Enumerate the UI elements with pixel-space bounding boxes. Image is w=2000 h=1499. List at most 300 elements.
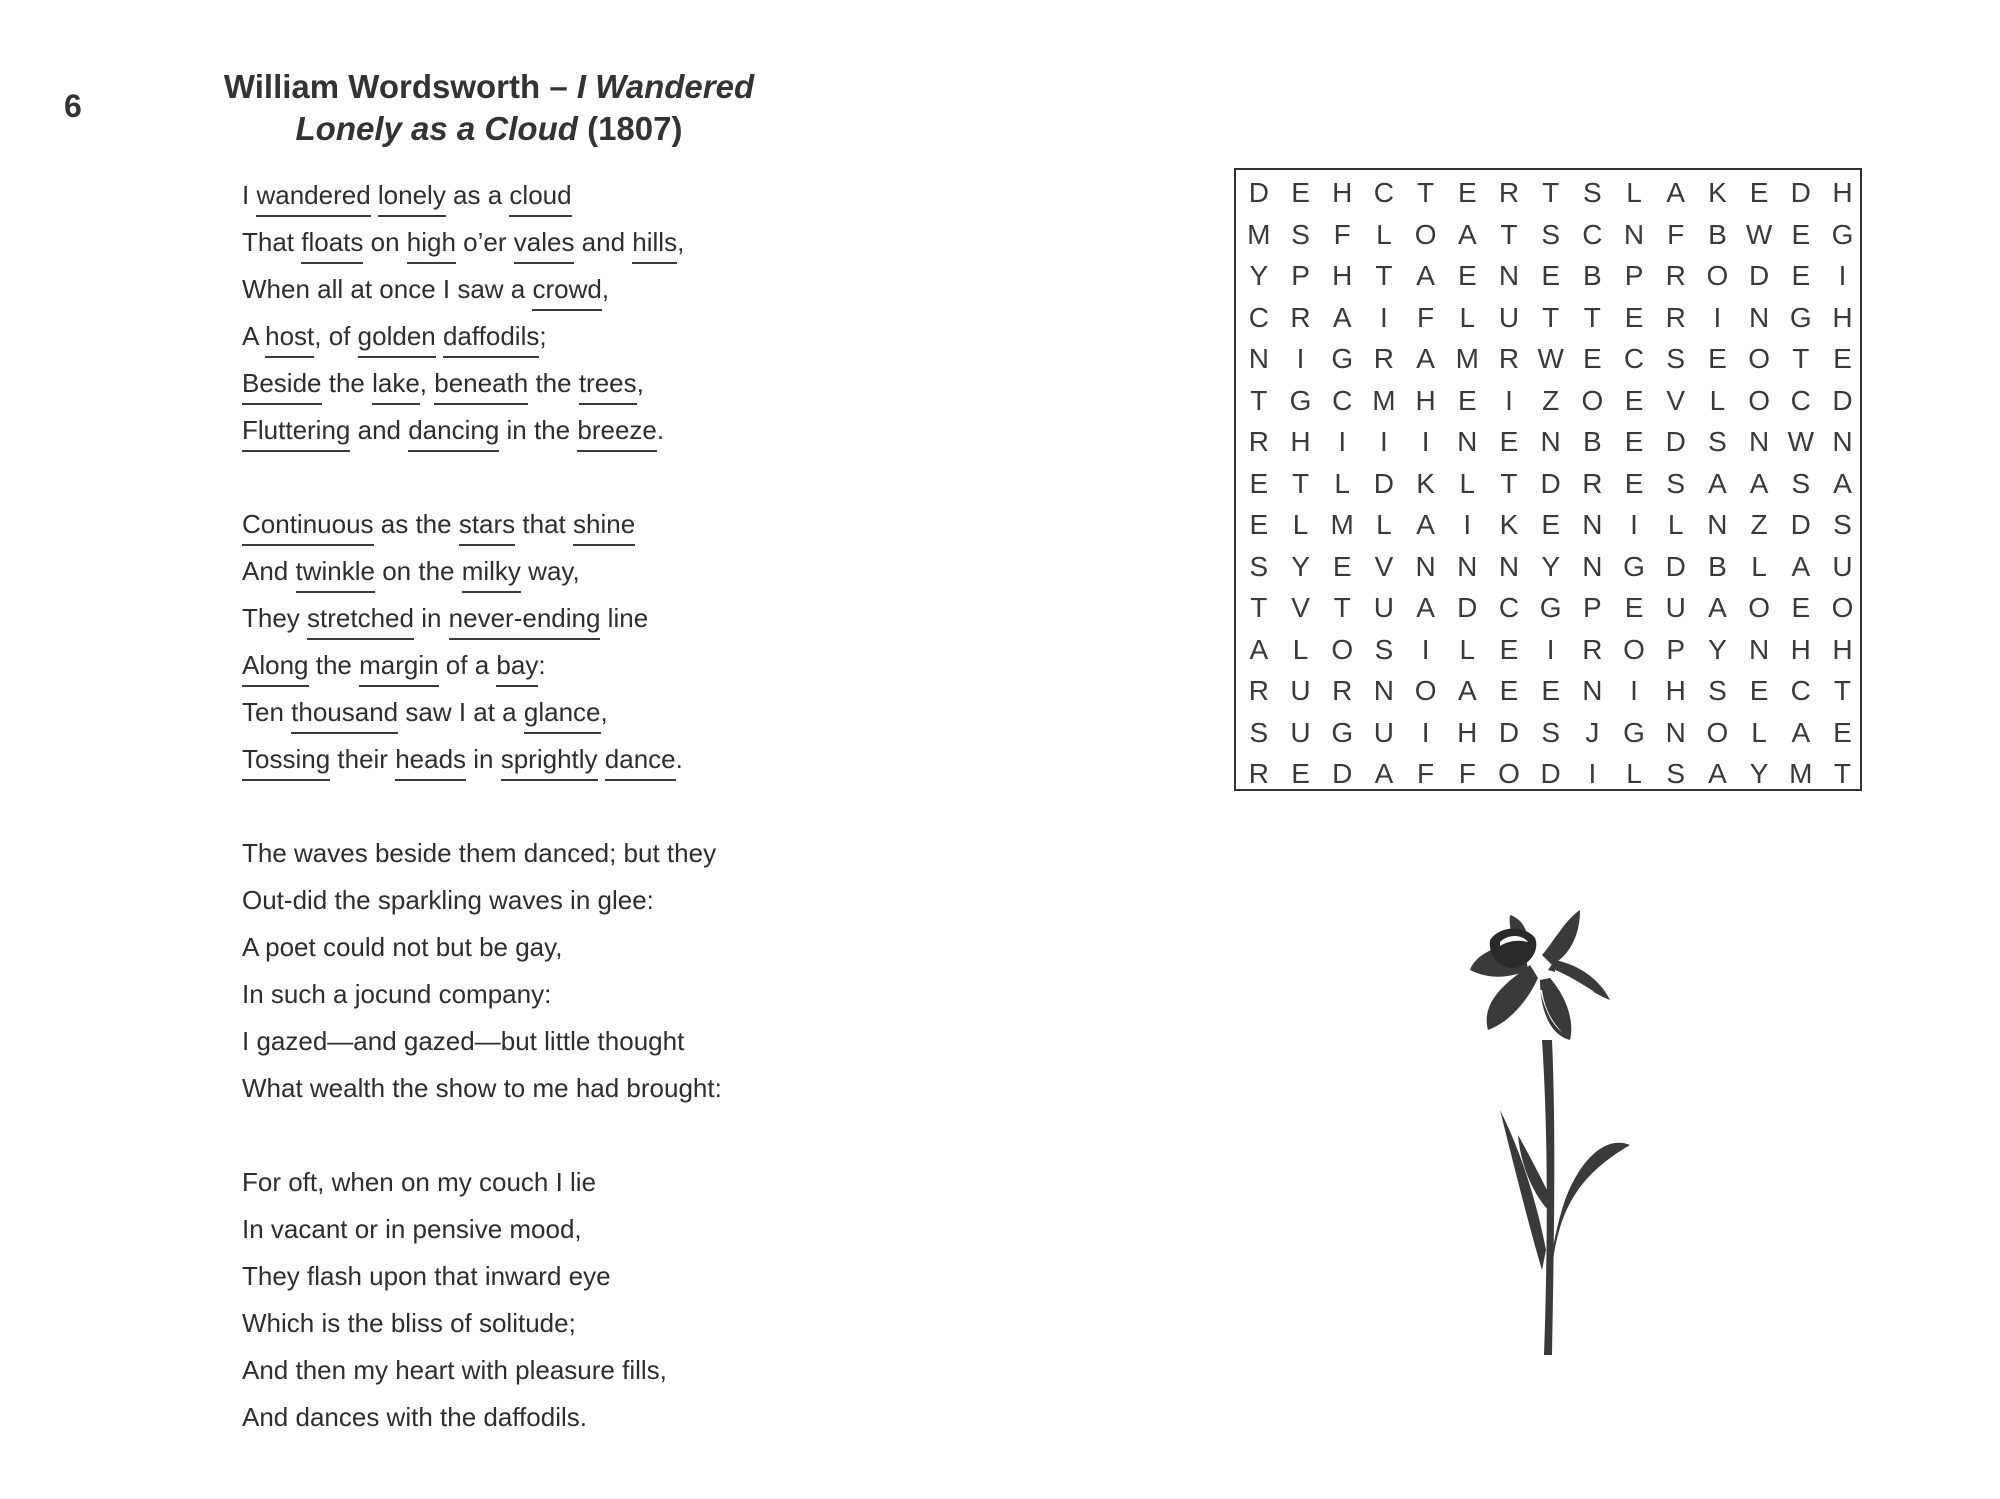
grid-cell[interactable]: N xyxy=(1457,426,1478,457)
grid-cell[interactable]: A xyxy=(1374,758,1394,789)
grid-cell[interactable]: T xyxy=(1333,592,1351,623)
grid-cell[interactable]: I xyxy=(1296,343,1305,374)
grid-cell[interactable]: E xyxy=(1833,716,1852,748)
poem-text: line xyxy=(600,603,649,633)
grid-cell[interactable]: V xyxy=(1666,384,1686,416)
grid-cell[interactable]: E xyxy=(1291,758,1310,789)
grid-cell[interactable]: M xyxy=(1455,343,1479,374)
underlined-word: margin xyxy=(359,650,438,687)
grid-cell[interactable]: O xyxy=(1748,592,1770,623)
grid-cell[interactable]: L xyxy=(1292,633,1309,665)
grid-cell[interactable]: O xyxy=(1331,633,1354,665)
poem-line xyxy=(242,595,862,642)
grid-cell[interactable]: H xyxy=(1832,177,1853,208)
grid-cell[interactable]: H xyxy=(1332,177,1353,208)
grid-cell[interactable]: R xyxy=(1373,343,1395,374)
grid-cell[interactable]: B xyxy=(1708,218,1727,250)
poem-text: as a xyxy=(445,180,510,210)
grid-cell[interactable]: D xyxy=(1540,758,1561,789)
poem-text: and xyxy=(574,227,633,257)
poem-line xyxy=(242,1159,862,1206)
grid-cell[interactable]: H xyxy=(1665,675,1686,706)
grid-cell[interactable]: I xyxy=(1630,509,1638,540)
grid-cell[interactable]: I xyxy=(1421,716,1430,748)
grid-cell[interactable]: P xyxy=(1291,260,1310,291)
grid-cell[interactable]: N xyxy=(1582,550,1603,582)
grid-cell[interactable]: T xyxy=(1291,467,1310,499)
poem-text: the xyxy=(528,368,579,398)
grid-cell[interactable]: N xyxy=(1373,675,1395,706)
grid-cell[interactable]: D xyxy=(1248,177,1269,208)
grid-cell[interactable]: T xyxy=(1792,343,1810,374)
poem-line xyxy=(242,548,862,595)
grid-cell[interactable]: R xyxy=(1582,467,1603,499)
grid-cell[interactable]: P xyxy=(1624,260,1644,291)
grid-cell[interactable]: E xyxy=(1791,260,1811,291)
grid-cell[interactable]: Y xyxy=(1749,758,1769,789)
grid-row xyxy=(1236,172,1864,214)
grid-cell[interactable]: I xyxy=(1380,301,1388,333)
poem-text: And dances with the daffodils. xyxy=(242,1402,587,1432)
poem-text: Which is the bliss of solitude; xyxy=(242,1308,576,1338)
grid-cell[interactable]: S xyxy=(1708,426,1727,457)
grid-cell[interactable]: N xyxy=(1415,550,1436,582)
poem-text: o’er xyxy=(455,227,514,257)
grid-cell[interactable]: I xyxy=(1463,509,1472,540)
grid-cell[interactable]: A xyxy=(1249,633,1269,665)
grid-cell[interactable]: R xyxy=(1665,301,1686,333)
grid-cell[interactable]: W xyxy=(1537,343,1564,374)
grid-cell[interactable]: S xyxy=(1583,177,1602,208)
grid-cell[interactable]: L xyxy=(1459,633,1476,665)
grid-cell[interactable]: E xyxy=(1249,467,1269,499)
grid-cell[interactable]: S xyxy=(1666,467,1686,499)
grid-cell[interactable]: A xyxy=(1708,592,1727,623)
poem-line xyxy=(242,1394,862,1441)
grid-cell[interactable]: S xyxy=(1249,716,1269,748)
grid-cell[interactable]: L xyxy=(1626,177,1642,208)
grid-cell[interactable]: I xyxy=(1421,633,1430,665)
page-number: 6 xyxy=(64,88,82,124)
grid-cell[interactable]: E xyxy=(1457,384,1477,416)
grid-cell[interactable]: T xyxy=(1833,758,1852,789)
grid-cell[interactable]: O xyxy=(1748,343,1770,374)
poem-line xyxy=(242,501,862,548)
poem-text: , xyxy=(636,368,644,398)
grid-cell[interactable]: A xyxy=(1791,550,1811,582)
grid-cell[interactable]: G xyxy=(1831,218,1854,250)
poem-text xyxy=(436,321,443,351)
grid-cell[interactable]: D xyxy=(1540,467,1561,499)
poem-text: their xyxy=(330,744,396,774)
poem-line xyxy=(242,313,862,360)
poem-line xyxy=(242,172,862,219)
word-search-grid xyxy=(1236,172,1864,795)
grid-cell[interactable]: D xyxy=(1373,467,1395,499)
grid-cell[interactable]: E xyxy=(1499,633,1519,665)
grid-cell[interactable]: S xyxy=(1791,467,1811,499)
grid-cell[interactable]: A xyxy=(1457,218,1477,250)
poem-text: That xyxy=(242,227,302,257)
grid-cell[interactable]: M xyxy=(1789,758,1813,789)
poem-line xyxy=(242,1065,862,1112)
grid-cell[interactable]: T xyxy=(1375,260,1393,291)
grid-cell[interactable]: O xyxy=(1623,633,1645,665)
underlined-word: Tossing xyxy=(242,744,330,781)
grid-cell[interactable]: W xyxy=(1787,426,1814,457)
grid-cell[interactable]: H xyxy=(1832,301,1853,333)
grid-cell[interactable]: L xyxy=(1626,758,1642,789)
grid-cell[interactable]: I xyxy=(1421,426,1430,457)
underlined-word: bay xyxy=(496,650,538,687)
grid-cell[interactable]: A xyxy=(1708,467,1727,499)
grid-cell[interactable]: H xyxy=(1457,716,1478,748)
grid-cell[interactable]: E xyxy=(1624,384,1644,416)
grid-cell[interactable]: D xyxy=(1332,758,1353,789)
poem-text: of a xyxy=(438,650,497,680)
grid-row xyxy=(1236,463,1864,505)
grid-cell[interactable]: S xyxy=(1666,758,1686,789)
poem-line xyxy=(242,830,862,877)
grid-cell[interactable]: E xyxy=(1457,260,1477,291)
poem-text: What wealth the show to me had brought: xyxy=(242,1073,722,1103)
grid-cell[interactable]: E xyxy=(1624,467,1644,499)
grid-cell[interactable]: E xyxy=(1624,426,1644,457)
grid-cell[interactable]: B xyxy=(1708,550,1727,582)
grid-cell[interactable]: L xyxy=(1376,509,1392,540)
grid-cell[interactable]: E xyxy=(1749,675,1769,706)
grid-cell[interactable]: A xyxy=(1416,343,1435,374)
grid-cell[interactable]: E xyxy=(1791,592,1811,623)
grid-cell[interactable]: I xyxy=(1630,675,1638,706)
grid-cell[interactable]: G xyxy=(1331,716,1354,748)
poem-text: saw I at a xyxy=(398,697,524,727)
grid-cell[interactable]: U xyxy=(1498,301,1520,333)
grid-cell[interactable]: T xyxy=(1500,467,1518,499)
grid-cell[interactable]: E xyxy=(1624,301,1644,333)
grid-cell[interactable]: T xyxy=(1542,301,1560,333)
poem-line xyxy=(242,360,862,407)
grid-cell[interactable]: V xyxy=(1374,550,1394,582)
underlined-word: Along xyxy=(242,650,309,687)
grid-cell[interactable]: O xyxy=(1831,592,1854,623)
poem-title xyxy=(194,66,784,150)
grid-cell[interactable]: T xyxy=(1583,301,1601,333)
grid-cell[interactable]: E xyxy=(1541,260,1560,291)
grid-cell[interactable]: E xyxy=(1541,509,1560,540)
grid-cell[interactable]: L xyxy=(1334,467,1350,499)
poem-line xyxy=(242,924,862,971)
grid-cell[interactable]: D xyxy=(1790,177,1811,208)
grid-row xyxy=(1236,214,1864,256)
stanza xyxy=(242,501,862,783)
poem-text: and xyxy=(350,415,409,445)
poem-text: I xyxy=(242,180,257,210)
poem-text: I gazed—and gazed—but little thought xyxy=(242,1026,685,1056)
grid-cell[interactable]: Y xyxy=(1249,260,1269,291)
grid-cell[interactable]: H xyxy=(1415,384,1436,416)
grid-cell[interactable]: C xyxy=(1582,218,1603,250)
grid-cell[interactable]: E xyxy=(1499,426,1519,457)
grid-cell[interactable]: A xyxy=(1791,716,1811,748)
grid-cell[interactable]: A xyxy=(1708,758,1727,789)
grid-cell[interactable]: T xyxy=(1417,177,1435,208)
grid-cell[interactable]: L xyxy=(1709,384,1726,416)
grid-cell[interactable]: A xyxy=(1416,509,1435,540)
grid-cell[interactable]: O xyxy=(1706,716,1729,748)
grid-cell[interactable]: C xyxy=(1332,384,1353,416)
grid-cell[interactable]: F xyxy=(1458,758,1476,789)
underlined-word: never-ending xyxy=(449,603,601,640)
grid-cell[interactable]: E xyxy=(1708,343,1727,374)
grid-cell[interactable]: C xyxy=(1373,177,1395,208)
grid-cell[interactable]: C xyxy=(1790,675,1811,706)
grid-cell[interactable]: E xyxy=(1291,177,1310,208)
grid-cell[interactable]: I xyxy=(1505,384,1513,416)
grid-cell[interactable]: Y xyxy=(1708,633,1727,665)
grid-cell[interactable]: E xyxy=(1583,343,1602,374)
grid-cell[interactable]: Z xyxy=(1542,384,1560,416)
grid-cell[interactable]: R xyxy=(1665,260,1686,291)
grid-cell[interactable]: E xyxy=(1457,177,1477,208)
grid-cell[interactable]: T xyxy=(1250,384,1268,416)
grid-cell[interactable]: L xyxy=(1459,467,1476,499)
underlined-word: lonely xyxy=(378,180,446,217)
grid-cell[interactable]: L xyxy=(1667,509,1684,540)
grid-cell[interactable]: H xyxy=(1332,260,1353,291)
grid-cell[interactable]: U xyxy=(1290,716,1311,748)
grid-cell[interactable]: O xyxy=(1414,675,1437,706)
grid-cell[interactable]: C xyxy=(1623,343,1645,374)
grid-cell[interactable]: N xyxy=(1748,301,1770,333)
grid-cell[interactable]: L xyxy=(1751,550,1767,582)
grid-cell[interactable]: N xyxy=(1582,675,1603,706)
underlined-word: hills xyxy=(632,227,677,264)
grid-cell[interactable]: A xyxy=(1416,592,1435,623)
grid-cell[interactable]: N xyxy=(1457,550,1478,582)
underlined-word: twinkle xyxy=(296,556,375,593)
grid-cell[interactable]: H xyxy=(1790,633,1811,665)
poem-line xyxy=(242,1347,862,1394)
poem-line xyxy=(242,689,862,736)
grid-cell[interactable]: O xyxy=(1748,384,1770,416)
grid-row xyxy=(1236,504,1864,546)
poem-text: For oft, when on my couch I lie xyxy=(242,1167,597,1197)
grid-cell[interactable]: N xyxy=(1498,550,1520,582)
grid-cell[interactable]: G xyxy=(1289,384,1312,416)
underlined-word: shine xyxy=(573,509,635,546)
grid-cell[interactable]: G xyxy=(1539,592,1562,623)
grid-cell[interactable]: U xyxy=(1373,716,1395,748)
grid-cell[interactable]: I xyxy=(1588,758,1597,789)
underlined-word: wandered xyxy=(256,180,370,217)
grid-cell[interactable]: S xyxy=(1708,675,1727,706)
grid-cell[interactable]: N xyxy=(1540,426,1561,457)
grid-cell[interactable]: M xyxy=(1372,384,1396,416)
underlined-word: glance xyxy=(524,697,601,734)
grid-cell[interactable]: G xyxy=(1623,716,1645,748)
grid-cell[interactable]: E xyxy=(1332,550,1352,582)
grid-cell[interactable]: F xyxy=(1417,301,1435,333)
grid-cell[interactable]: I xyxy=(1713,301,1722,333)
grid-cell[interactable]: W xyxy=(1745,218,1773,250)
grid-cell[interactable]: A xyxy=(1749,467,1769,499)
poem-line xyxy=(242,877,862,924)
grid-cell[interactable]: D xyxy=(1665,550,1686,582)
grid-cell[interactable]: A xyxy=(1833,467,1852,499)
poem-text: , xyxy=(419,368,435,398)
grid-cell[interactable]: D xyxy=(1832,384,1853,416)
grid-cell[interactable]: S xyxy=(1249,550,1269,582)
grid-cell[interactable]: T xyxy=(1250,592,1268,623)
grid-cell[interactable]: R xyxy=(1498,343,1520,374)
grid-cell[interactable]: E xyxy=(1833,343,1852,374)
poem-text: in the xyxy=(499,415,578,445)
grid-cell[interactable]: L xyxy=(1376,218,1392,250)
grid-cell[interactable]: S xyxy=(1374,633,1394,665)
grid-cell[interactable]: D xyxy=(1498,716,1520,748)
grid-cell[interactable]: S xyxy=(1666,343,1686,374)
grid-cell[interactable]: O xyxy=(1581,384,1604,416)
grid-row xyxy=(1236,546,1864,588)
grid-cell[interactable]: S xyxy=(1541,716,1560,748)
grid-cell[interactable]: E xyxy=(1541,675,1560,706)
grid-cell[interactable]: L xyxy=(1292,509,1309,540)
grid-cell[interactable]: D xyxy=(1790,509,1811,540)
grid-cell[interactable]: N xyxy=(1665,716,1686,748)
stanza xyxy=(242,172,862,454)
grid-cell[interactable]: A xyxy=(1416,260,1435,291)
grid-cell[interactable]: Z xyxy=(1750,509,1768,540)
grid-cell[interactable]: D xyxy=(1748,260,1770,291)
poem-text xyxy=(598,744,605,774)
grid-row xyxy=(1236,338,1864,380)
grid-cell[interactable]: F xyxy=(1667,218,1685,250)
grid-cell[interactable]: L xyxy=(1751,716,1767,748)
poem-text: Out-did the sparkling waves in glee: xyxy=(242,885,654,915)
grid-cell[interactable]: I xyxy=(1546,633,1555,665)
grid-cell[interactable]: U xyxy=(1832,550,1853,582)
grid-cell[interactable]: U xyxy=(1290,675,1311,706)
grid-cell[interactable]: N xyxy=(1623,218,1645,250)
grid-cell[interactable]: A xyxy=(1332,301,1352,333)
grid-cell[interactable]: M xyxy=(1330,509,1354,540)
grid-cell[interactable]: O xyxy=(1414,218,1437,250)
grid-cell[interactable]: N xyxy=(1248,343,1269,374)
grid-cell[interactable]: C xyxy=(1498,592,1520,623)
grid-cell[interactable]: K xyxy=(1416,467,1435,499)
poem-text: the xyxy=(321,368,373,398)
grid-cell[interactable]: P xyxy=(1583,592,1602,623)
grid-cell[interactable]: D xyxy=(1665,426,1686,457)
grid-cell[interactable]: R xyxy=(1332,675,1353,706)
grid-cell[interactable]: P xyxy=(1666,633,1686,665)
grid-cell[interactable]: N xyxy=(1748,426,1770,457)
underlined-word: cloud xyxy=(509,180,571,217)
daffodil-icon xyxy=(1430,910,1680,1360)
grid-cell[interactable]: A xyxy=(1666,177,1686,208)
grid-cell[interactable]: J xyxy=(1585,716,1600,748)
poem-text: way, xyxy=(520,556,580,586)
grid-cell[interactable]: E xyxy=(1791,218,1811,250)
grid-cell[interactable]: N xyxy=(1498,260,1520,291)
underlined-word: daffodils xyxy=(443,321,539,358)
grid-cell[interactable]: R xyxy=(1498,177,1520,208)
poem-line xyxy=(242,219,862,266)
grid-cell[interactable]: G xyxy=(1331,343,1354,374)
grid-cell[interactable]: S xyxy=(1541,218,1560,250)
poem-text: And xyxy=(242,556,296,586)
poem-text: : xyxy=(538,650,546,680)
poem-line xyxy=(242,736,862,783)
poem-text: When all at once I saw a xyxy=(242,274,533,304)
grid-cell[interactable]: I xyxy=(1338,426,1347,457)
grid-cell[interactable]: E xyxy=(1499,675,1519,706)
grid-cell[interactable]: R xyxy=(1248,675,1269,706)
grid-cell[interactable]: O xyxy=(1498,758,1520,789)
grid-cell[interactable]: M xyxy=(1247,218,1271,250)
grid-cell[interactable]: G xyxy=(1789,301,1812,333)
grid-cell[interactable]: G xyxy=(1623,550,1645,582)
underlined-word: stars xyxy=(459,509,515,546)
grid-cell[interactable]: K xyxy=(1499,509,1519,540)
grid-cell[interactable]: N xyxy=(1582,509,1603,540)
grid-cell[interactable]: Y xyxy=(1291,550,1310,582)
grid-cell[interactable]: T xyxy=(1833,675,1852,706)
grid-cell[interactable]: C xyxy=(1248,301,1269,333)
grid-cell[interactable]: R xyxy=(1290,301,1311,333)
grid-cell[interactable]: R xyxy=(1582,633,1603,665)
grid-cell[interactable]: R xyxy=(1248,758,1269,789)
grid-cell[interactable]: S xyxy=(1833,509,1852,540)
grid-cell[interactable]: F xyxy=(1333,218,1351,250)
grid-cell[interactable]: N xyxy=(1832,426,1853,457)
grid-cell[interactable]: O xyxy=(1706,260,1729,291)
grid-cell[interactable]: I xyxy=(1838,260,1847,291)
grid-cell[interactable]: A xyxy=(1457,675,1477,706)
grid-cell[interactable]: N xyxy=(1707,509,1728,540)
grid-cell[interactable]: T xyxy=(1542,177,1560,208)
poem-line xyxy=(242,1018,862,1065)
grid-cell[interactable]: L xyxy=(1459,301,1476,333)
grid-cell[interactable]: D xyxy=(1457,592,1478,623)
underlined-word: high xyxy=(407,227,456,264)
grid-cell[interactable]: V xyxy=(1291,592,1310,623)
grid-cell[interactable]: S xyxy=(1291,218,1310,250)
grid-cell[interactable]: E xyxy=(1249,509,1269,540)
grid-cell[interactable]: K xyxy=(1708,177,1727,208)
underlined-word: thousand xyxy=(291,697,398,734)
grid-cell[interactable]: E xyxy=(1624,592,1644,623)
grid-cell[interactable]: H xyxy=(1290,426,1311,457)
grid-cell[interactable]: B xyxy=(1583,260,1602,291)
grid-cell[interactable]: U xyxy=(1373,592,1395,623)
title-italic-1: I Wandered xyxy=(576,68,755,105)
grid-cell[interactable]: R xyxy=(1248,426,1269,457)
grid-cell[interactable]: E xyxy=(1749,177,1769,208)
grid-cell[interactable]: H xyxy=(1832,633,1853,665)
grid-cell[interactable]: N xyxy=(1748,633,1770,665)
grid-cell[interactable]: U xyxy=(1665,592,1686,623)
grid-cell[interactable]: T xyxy=(1500,218,1518,250)
grid-cell[interactable]: C xyxy=(1790,384,1811,416)
grid-cell[interactable]: Y xyxy=(1541,550,1560,582)
grid-cell[interactable]: I xyxy=(1380,426,1388,457)
grid-cell[interactable]: F xyxy=(1417,758,1435,789)
grid-cell[interactable]: B xyxy=(1583,426,1602,457)
poem-text: as the xyxy=(373,509,459,539)
underlined-word: beneath xyxy=(434,368,528,405)
